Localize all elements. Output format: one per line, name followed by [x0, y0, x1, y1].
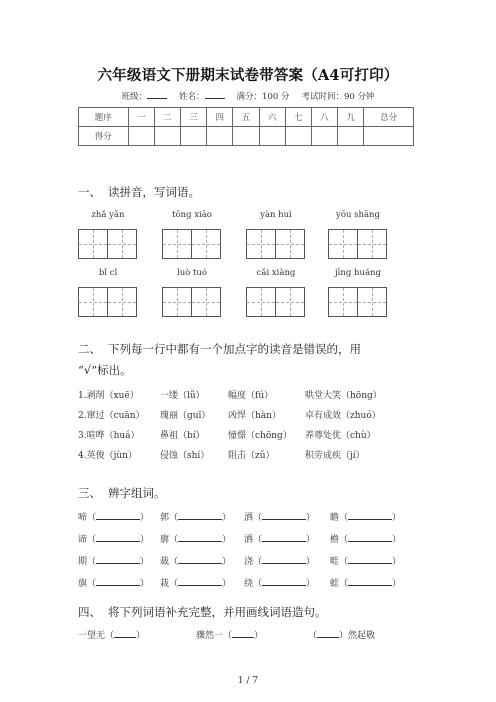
pinyin-label: yàn huì [260, 210, 292, 220]
header-cell: 总分 [364, 108, 414, 127]
section1-heading [78, 184, 200, 200]
section-number: 二、 [78, 342, 101, 356]
word-group-item[interactable]: 谛（ ） [78, 532, 149, 545]
header-cell: 二 [154, 108, 180, 127]
word-group-item[interactable]: 绕（ ） [244, 576, 315, 589]
pinyin-label: tōng xiāo [172, 210, 212, 220]
header-cell: 题序 [79, 108, 129, 127]
score-cell [338, 127, 364, 146]
word-group-item[interactable]: 瞻（ ） [330, 510, 401, 523]
word-group-item[interactable]: 檐（ ） [330, 532, 401, 545]
header-cell: 四 [207, 108, 233, 127]
pinyin-label: cǎi xiàng [256, 268, 296, 278]
header-cell: 六 [259, 108, 285, 127]
score-cell [364, 127, 414, 146]
word-group-item[interactable]: 旗（ ） [78, 576, 149, 589]
pronunciation-option[interactable]: 卓有成效（zhuó） [305, 411, 381, 421]
word-group-item[interactable]: 期（ ） [78, 554, 149, 567]
header-cell: 九 [338, 108, 364, 127]
score-table [78, 107, 414, 146]
pronunciation-option[interactable]: 3.喧哗（huá） [78, 431, 140, 441]
word-group-item[interactable]: 畦（ ） [330, 554, 401, 567]
pronunciation-option[interactable]: 积劳成疾（jí） [305, 451, 365, 461]
writing-grid[interactable] [246, 229, 305, 259]
pronunciation-option[interactable]: 一缕（lǚ） [160, 391, 205, 401]
score-table-row [79, 127, 414, 146]
word-group-item[interactable]: 栽（ ） [160, 576, 231, 589]
word-group-item[interactable]: 郭（ ） [160, 510, 231, 523]
word-group-item[interactable]: 洒（ ） [244, 532, 315, 545]
section-text: 将下列词语补充完整，并用画线词语造句。 [108, 605, 327, 619]
pronunciation-option[interactable]: 哄堂大笑（hōng） [305, 391, 382, 401]
section2-heading-cont: “√”标出。 [78, 363, 132, 377]
header-cell: 五 [233, 108, 259, 127]
word-group-item[interactable]: 蛙（ ） [330, 576, 401, 589]
header-cell: 七 [285, 108, 311, 127]
page-number: 1 / 7 [237, 676, 259, 686]
pronunciation-option[interactable]: 侵蚀（shí） [160, 451, 210, 461]
header-cell: 三 [180, 108, 206, 127]
score-cell [285, 127, 311, 146]
section-text: 读拼音，写词语。 [108, 185, 200, 199]
pronunciation-option[interactable]: 幅度（fú） [228, 391, 274, 401]
writing-grid[interactable] [328, 287, 387, 317]
pronunciation-option[interactable]: 2.窜过（cuān） [78, 411, 145, 421]
section-text: 下列每一行中都有一个加点字的读音是错误的，用 [108, 342, 361, 356]
pronunciation-option[interactable]: 1.剥削（xuē） [78, 391, 139, 401]
word-group-item[interactable]: 啼（ ） [78, 510, 149, 523]
exam-info-line [0, 90, 496, 102]
row-label: 得分 [79, 127, 129, 146]
pinyin-label: bǐ cǐ [98, 268, 118, 278]
writing-grid[interactable] [246, 287, 305, 317]
idiom-fill-item[interactable]: （ ）然起敬 [308, 628, 375, 641]
document-title: 六年级语文下册期末试卷带答案（A4可打印） [97, 67, 399, 84]
header-cell: 八 [311, 108, 337, 127]
section3-heading [78, 485, 166, 501]
pronunciation-option[interactable]: 养尊处优（chù） [305, 431, 376, 441]
score-cell [207, 127, 233, 146]
score-cell [311, 127, 337, 146]
score-cell [259, 127, 285, 146]
word-group-item[interactable]: 裁（ ） [160, 554, 231, 567]
writing-grid[interactable] [162, 229, 221, 259]
pinyin-label: yōu shāng [336, 210, 380, 220]
exam-time: 考试时间：90 分钟 [301, 92, 375, 102]
name-label: 姓名： [179, 92, 205, 102]
score-cell [233, 127, 259, 146]
idiom-fill-item[interactable]: 一望无（ ） [78, 628, 145, 641]
section-number: 三、 [78, 486, 101, 500]
writing-grid[interactable] [78, 287, 137, 317]
section2-heading [78, 341, 361, 357]
word-group-item[interactable]: 洒（ ） [244, 510, 315, 523]
pinyin-label: zhǎ yǎn [91, 210, 125, 220]
full-score: 满分：100 分 [236, 92, 290, 102]
writing-grid[interactable] [162, 287, 221, 317]
pronunciation-option[interactable]: 4.英俊（jùn） [78, 451, 137, 461]
idiom-fill-item[interactable]: 骤然一（ ） [196, 628, 263, 641]
section-text: 辨字组词。 [108, 486, 166, 500]
score-table-header [79, 108, 414, 127]
pronunciation-option[interactable]: 憧憬（chōng） [228, 431, 292, 441]
class-blank [147, 90, 167, 99]
score-cell [180, 127, 206, 146]
pronunciation-option[interactable]: 凶悍（hàn） [228, 411, 281, 421]
score-cell [154, 127, 180, 146]
word-group-item[interactable]: 廓（ ） [160, 532, 231, 545]
pronunciation-option[interactable]: 鼻祖（bí） [160, 431, 205, 441]
pinyin-label: luò tuó [176, 268, 208, 278]
class-label: 班级： [121, 92, 148, 102]
section-number: 一、 [78, 185, 101, 199]
score-cell [128, 127, 154, 146]
header-cell: 一 [128, 108, 154, 127]
pronunciation-option[interactable]: 瑰丽（guī） [160, 411, 211, 421]
pinyin-label: jīng huáng [335, 268, 381, 278]
pronunciation-option[interactable]: 阻击（zǔ） [228, 451, 275, 461]
word-group-item[interactable]: 浇（ ） [244, 554, 315, 567]
section4-heading [78, 604, 327, 620]
name-blank [205, 90, 225, 99]
section-number: 四、 [78, 605, 101, 619]
writing-grid[interactable] [78, 229, 137, 259]
writing-grid[interactable] [328, 229, 387, 259]
